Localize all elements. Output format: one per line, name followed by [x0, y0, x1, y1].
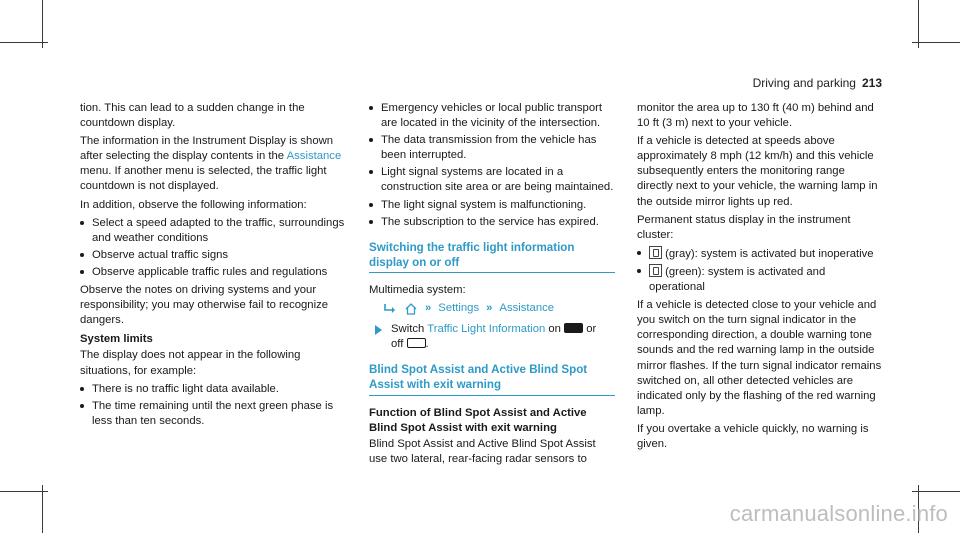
crop-mark: [912, 491, 960, 492]
bullet-list: [80, 382, 348, 429]
heading-switching-traffic-light: Switching the traffic light information display on or off: [369, 240, 615, 273]
column-2: [369, 101, 615, 470]
double-chevron-icon: »: [486, 302, 493, 315]
paragraph: If a vehicle is detected at speeds above approximately 8 mph (12 km/h) and this vehicle subsequently enters the monitoring range directly next to your vehicle, the warning lamp in the outside mirror lights up red.: [637, 135, 878, 208]
paragraph: The information in the Instrument Display is shown after selecting the display contents in the Assistance menu. If another menu is selected, the traffic light countdown is not displayed.: [80, 135, 342, 193]
paragraph: Permanent status display in the instrument cluster:: [637, 213, 851, 241]
arrow-return-icon: [383, 303, 397, 315]
heading-blind-spot-assist: Blind Spot Assist and Active Blind Spot Assist with exit warning: [369, 362, 615, 395]
crop-mark: [918, 0, 919, 48]
traffic-light-information-link[interactable]: Traffic Light Information: [427, 323, 546, 336]
menu-path: [383, 301, 615, 316]
paragraph: Blind Spot Assist and Active Blind Spot Assist use two lateral, rear-facing radar sensors to: [369, 437, 596, 465]
paragraph: The display does not appear in the following situations, for example:: [80, 349, 301, 377]
list-item: The subscription to the service has expired.: [369, 215, 615, 230]
bullet-list: [80, 216, 348, 280]
paragraph: Observe the notes on driving systems and your responsibility; you may otherwise fail to recognize dangers.: [80, 284, 329, 327]
page-number: 213: [861, 76, 882, 90]
heading-function: Function of Blind Spot Assist and Active Blind Spot Assist with exit warning: [369, 406, 587, 434]
heading-system-limits: System limits: [80, 333, 153, 346]
paragraph: If you overtake a vehicle quickly, no warning is given.: [637, 422, 869, 450]
column-3: [637, 101, 883, 455]
paragraph: If a vehicle is detected close to your vehicle and you switch on the turn signal indicator in the corresponding direction, a double warning tone sounds and the red warning lamp in the outside mirror flashes. If the turn signal indicator remains switched on, all other detected vehicles are indicated only by the flashing of the red warning lamp.: [637, 299, 882, 417]
settings-link[interactable]: Settings: [438, 302, 480, 315]
bullet-list: [369, 101, 615, 230]
list-item: Observe applicable traffic rules and regulations: [80, 265, 348, 280]
list-item: The light signal system is malfunctioning.: [369, 198, 615, 213]
toggle-on-icon: [564, 323, 583, 333]
assistance-link[interactable]: Assistance: [499, 302, 555, 315]
bullet-list: [637, 246, 883, 295]
blind-spot-icon: [649, 264, 662, 277]
list-item: There is no traffic light data available.: [80, 382, 348, 397]
list-item: The time remaining until the next green phase is less than ten seconds.: [80, 399, 348, 429]
list-item: (gray): system is activated but inoperative: [637, 246, 883, 262]
toggle-off-icon: [407, 338, 426, 348]
section-title: Driving and parking: [752, 76, 856, 90]
list-item: Light signal systems are located in a construction site area or are being maintained.: [369, 165, 615, 195]
list-item: The data transmission from the vehicle has been interrupted.: [369, 133, 615, 163]
home-icon[interactable]: [404, 302, 418, 316]
assistance-link[interactable]: Assistance: [286, 150, 342, 163]
column-1: [80, 101, 348, 432]
multimedia-label: Multimedia system:: [369, 283, 466, 296]
list-item: Emergency vehicles or local public transport are located in the vicinity of the intersection.: [369, 101, 615, 131]
paragraph: In addition, observe the following information:: [80, 198, 307, 211]
list-item: Observe actual traffic signs: [80, 248, 348, 263]
crop-mark: [42, 0, 43, 48]
list-item: (green): system is activated and operational: [637, 264, 883, 295]
double-chevron-icon: »: [425, 302, 432, 315]
crop-mark: [42, 485, 43, 533]
crop-mark: [0, 491, 48, 492]
blind-spot-icon: [649, 246, 662, 259]
page-header: [753, 76, 882, 90]
paragraph: monitor the area up to 130 ft (40 m) behind and 10 ft (3 m) next to your vehicle.: [637, 102, 874, 130]
watermark: carmanualsonline.info: [729, 501, 948, 526]
crop-mark: [0, 42, 48, 43]
list-item: Select a speed adapted to the traffic, surroundings and weather conditions: [80, 216, 348, 246]
step-arrow-icon: [375, 325, 382, 335]
paragraph: tion. This can lead to a sudden change in the countdown display.: [80, 102, 305, 130]
instruction-step: Switch Traffic Light Information on or off .: [369, 322, 615, 352]
crop-mark: [912, 42, 960, 43]
